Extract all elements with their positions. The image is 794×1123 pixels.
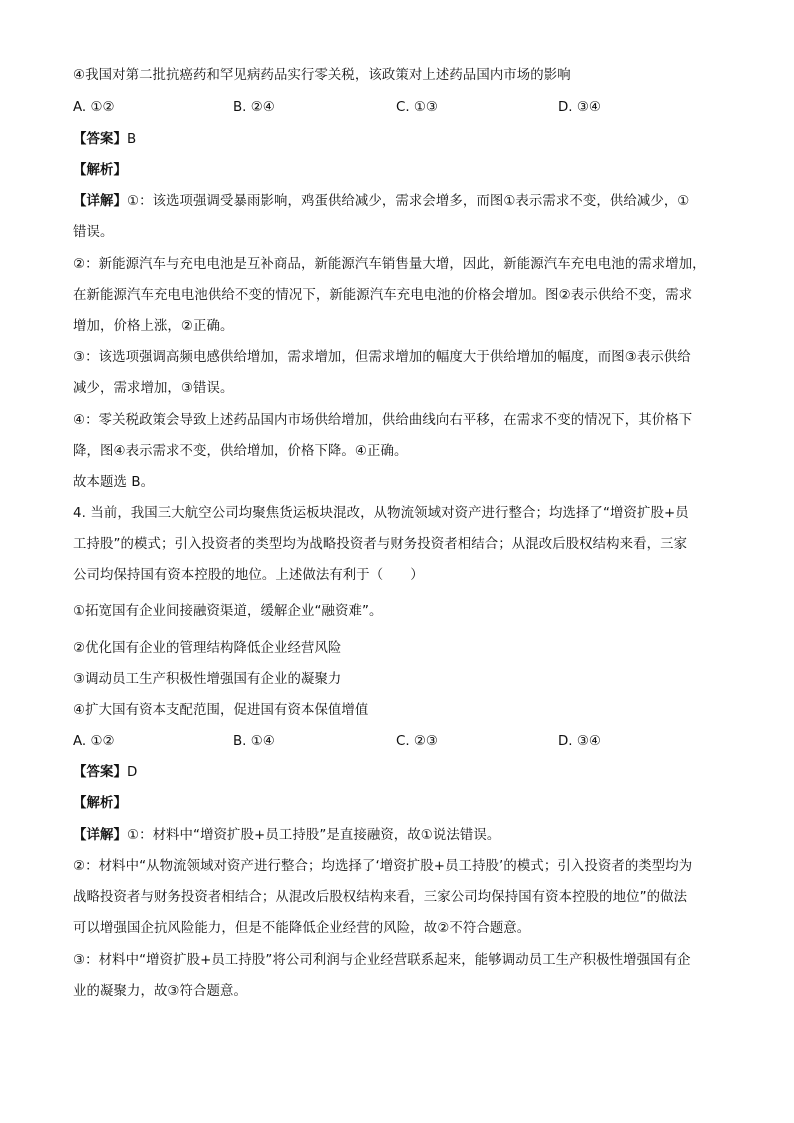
- q4-detail-line-5: ③：材料中“增资扩股+员工持股”将公司利润与企业经营联系起来，能够调动员工生产积极性增强国有企: [73, 953, 691, 968]
- q4-stem-line-1: 4. 当前，我国三大航空公司均聚焦货运板块混改，从物流领域对资产进行整合；均选择了“增资扩股+员: [73, 506, 689, 521]
- q4-answer-label: 【答案】: [73, 765, 127, 780]
- q4-item-3: ③调动员工生产积极性增强国有企业的凝聚力: [73, 672, 342, 687]
- q4-answer-value: D: [126, 765, 138, 780]
- q4-option-b: B. ①④: [233, 734, 275, 749]
- q3-option-a: A. ①②: [73, 100, 115, 115]
- q3-item-4: ④我国对第二批抗癌药和罕见病药品实行零关税，该政策对上述药品国内市场的影响: [73, 68, 571, 83]
- q3-detail-line-6: ③：该选项强调高频电感供给增加，需求增加，但需求增加的幅度大于供给增加的幅度，而图③表示供给: [73, 350, 691, 365]
- q4-detail-line-4: 可以增强国企抗风险能力，但是不能降低企业经营的风险，故②不符合题意。: [73, 921, 531, 936]
- q3-detail-line-9: 降，图④表示需求不变，供给增加，价格下降。④正确。: [73, 444, 408, 459]
- q3-detail-label: 【详解】: [73, 194, 127, 209]
- q3-detail-line-4: 在新能源汽车充电电池供给不变的情况下，新能源汽车充电电池的价格会增加。图②表示供给不变，需求: [73, 288, 693, 303]
- q4-item-4: ④扩大国有资本支配范围，促进国有资本保值增值: [73, 703, 369, 718]
- q3-answer-value: B: [126, 132, 137, 147]
- q3-conclusion: 故本题选 B。: [73, 475, 155, 490]
- q4-detail-text-1: ①：材料中“增资扩股+员工持股”是直接融资，故①说法错误。: [126, 828, 501, 843]
- q3-detail-line-8: ④：零关税政策会导致上述药品国内市场供给增加，供给曲线向右平移，在需求不变的情况下，其价格下: [73, 413, 693, 428]
- q3-analysis-label: 【解析】: [73, 163, 127, 178]
- q3-detail-line-2: 错误。: [73, 225, 114, 240]
- q4-option-d: D. ③④: [558, 734, 601, 749]
- q4-stem-line-2: 工持股”的模式；引入投资者的类型均为战略投资者与财务投资者相结合；从混改后股权结构来看，三家: [73, 537, 688, 552]
- q3-detail-text-1: ①：该选项强调受暴雨影响，鸡蛋供给减少，需求会增多，而图①表示需求不变，供给减少，①: [126, 194, 690, 209]
- q4-option-c: C. ②③: [396, 734, 438, 749]
- q4-option-a: A. ①②: [73, 734, 115, 749]
- q4-detail-line-6: 业的凝聚力，故③符合题意。: [73, 984, 247, 999]
- q3-answer-label: 【答案】: [73, 132, 127, 147]
- q3-option-c: C. ①③: [396, 100, 438, 115]
- q4-stem-line-3: 公司均保持国有资本控股的地位。上述做法有利于（ ）: [73, 568, 424, 583]
- q4-item-2: ②优化国有企业的管理结构降低企业经营风险: [73, 641, 342, 656]
- q3-detail-line-1: [73, 193, 689, 211]
- q4-detail-line-1: [73, 827, 500, 845]
- q4-answer: [73, 764, 137, 782]
- q4-detail-line-2: ②：材料中“从物流领域对资产进行整合；均选择了‘增资扩股+员工持股’的模式；引入投资者的类型均为: [73, 859, 693, 874]
- q4-detail-line-3: 战略投资者与财务投资者相结合；从混改后股权结构来看，三家公司均保持国有资本控股的地位”的做法: [73, 890, 688, 905]
- q3-answer: [73, 131, 136, 149]
- q3-detail-line-3: ②：新能源汽车与充电电池是互补商品，新能源汽车销售量大增，因此，新能源汽车充电电池的需求增加，: [73, 257, 706, 272]
- q3-option-b: B. ②④: [233, 100, 275, 115]
- q4-analysis-label: 【解析】: [73, 796, 127, 811]
- q4-item-1: ①拓宽国有企业间接融资渠道，缓解企业“融资难”。: [73, 604, 383, 619]
- q3-detail-line-7: 减少，需求增加，③错误。: [73, 381, 234, 396]
- q3-option-d: D. ③④: [558, 100, 601, 115]
- q4-detail-label: 【详解】: [73, 828, 127, 843]
- q3-detail-line-5: 增加，价格上涨，②正确。: [73, 319, 234, 334]
